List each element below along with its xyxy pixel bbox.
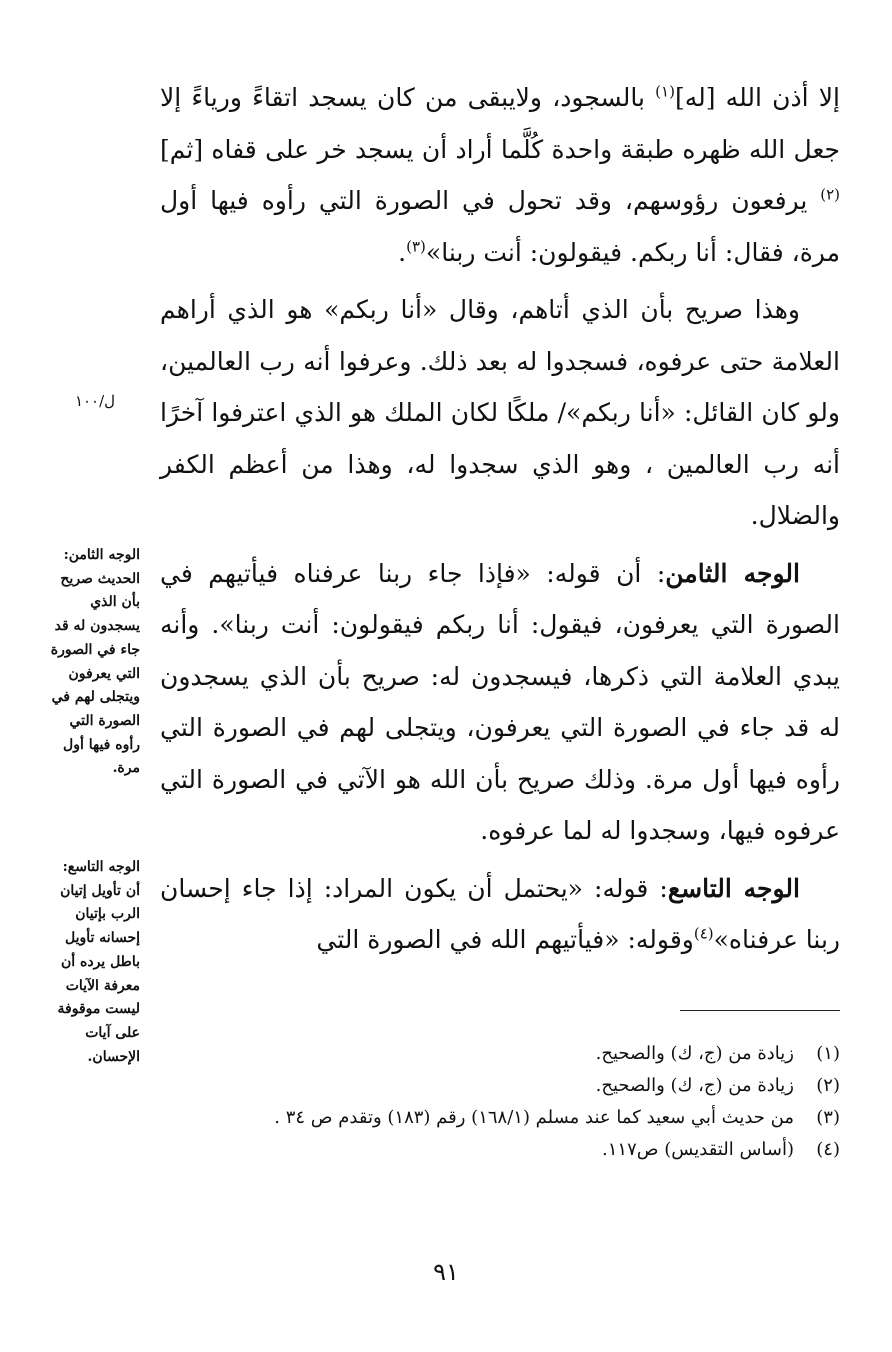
margin-note-eighth-aspect: الوجه الثامن: الحديث صريح بأن الذي يسجدون له قد جاء في الصورة التي يعرفون ويتجلى لهم في الصورة التي رأوه فيها أول مرة. (50, 547, 140, 777)
footnote-marker-1[interactable]: (١) (655, 82, 675, 101)
footnote-item (160, 1070, 840, 1102)
footnotes-section (160, 1038, 840, 1166)
manuscript-folio-reference: ل/١٠٠ (74, 392, 116, 410)
paragraph-eighth-aspect (160, 548, 840, 857)
footnote-item (160, 1038, 840, 1070)
paragraph-explanation: وهذا صريح بأن الذي أتاهم، وقال «أنا ربكم» هو الذي أراهم العلامة حتى عرفوه، فسجدوا له بعد ذلك. وعرفوا أنه رب العالمين، ولو كان القائل: «أنا ربكم»/ ملكًا لكان الملك هو الذي اعترفوا آخرًا أنه رب العالمين ، وهو الذي سجدوا له، وهذا من أعظم الكفر والضلال. (160, 295, 840, 530)
text-run: بالسجود، ولايبقى من كان يسجد اتقاءً ورياءً إلا جعل الله ظهره طبقة واحدة كُلَّما أراد أن يسجد خر على قفاه [ثم] (160, 83, 840, 164)
footnote-number: (٢) (816, 1075, 840, 1096)
text-run: إلا أذن الله [له] (674, 83, 840, 112)
text-run: : قوله: «يحتمل أن يكون المراد: إذا جاء إحسان ربنا عرفناه» (160, 873, 840, 954)
text-run: وقوله: «فيأتيهم الله في الصورة التي (316, 925, 694, 954)
text-run: يرفعون رؤوسهم، وقد تحول في الصورة التي رأوه فيها أول مرة، فقال: أنا ربكم. فيقولون: أنت ربنا» (160, 186, 840, 267)
footnote-text: (أساس التقديس) ص١١٧. (602, 1139, 794, 1160)
footnote-number: (١) (816, 1043, 840, 1064)
footnote-marker-4[interactable]: (٤) (693, 924, 714, 943)
footnote-marker-2[interactable]: (٢) (820, 185, 840, 204)
section-heading-ninth: الوجه التاسع (667, 873, 800, 903)
footnote-marker-3[interactable]: (٣) (406, 237, 426, 256)
section-heading-eighth: الوجه الثامن (665, 558, 800, 588)
page-number: ٩١ (433, 1258, 459, 1286)
footnote-item (160, 1134, 840, 1166)
footnote-number: (٤) (816, 1139, 840, 1160)
footnote-text: زيادة من (ج، ك) والصحيح. (595, 1075, 794, 1096)
margin-note-ninth-aspect: الوجه التاسع: أن تأويل إتيان الرب بإتيان إحسانه تأويل باطل يرده أن معرفة الآيات ليست موقوفة على آيات الإحسان. (57, 859, 140, 1065)
text-run: . (398, 237, 407, 267)
footnote-text: من حديث أبي سعيد كما عند مسلم (١٦٨/١) رقم (١٨٣) وتقدم ص ٣٤ . (274, 1107, 794, 1128)
footnote-number: (٣) (816, 1107, 840, 1128)
footnote-separator (680, 1010, 840, 1011)
footnote-text: زيادة من (ج، ك) والصحيح. (595, 1043, 794, 1064)
paragraph-hadith-continuation (160, 72, 840, 278)
paragraph-ninth-aspect (160, 863, 840, 966)
footnote-item (160, 1102, 840, 1134)
text-run: : أن قوله: «فإذا جاء ربنا عرفناه فيأتيهم في الصورة التي يعرفون، فيقول: أنا ربكم فيقولون: أنت ربنا». وأنه يبدي العلامة التي ذكرها، فيسجدون له: صريح بأن الذي يسجدون له قد جاء في الصورة التي يعرفون، ويتجلى لهم في الصورة التي رأوه فيها أول مرة. وذلك صريح بأن الله هو الآتي في الصورة التي عرفوه فيها، وسجدوا له لما عرفوه. (160, 558, 840, 845)
main-text-block (160, 72, 840, 966)
